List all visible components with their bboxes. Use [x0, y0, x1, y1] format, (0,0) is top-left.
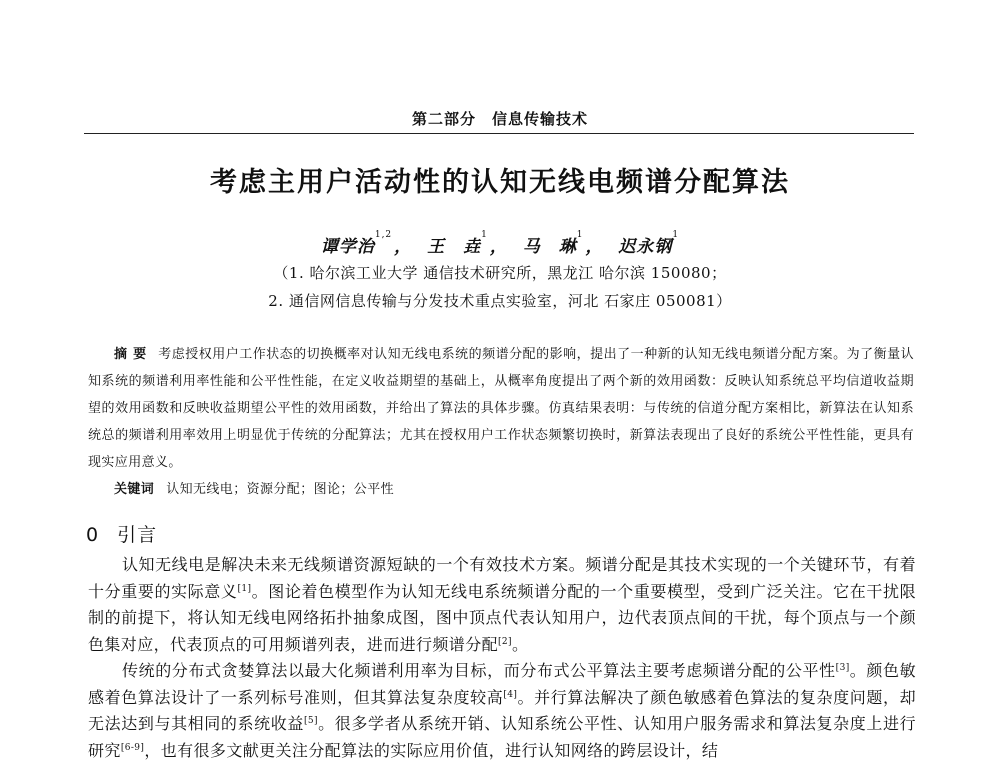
affiliation-line: （1. 哈尔滨工业大学 通信技术研究所，黑龙江 哈尔滨 150080；	[273, 264, 727, 282]
section-number: 0	[86, 524, 100, 546]
author-affil-mark: 1	[481, 230, 488, 240]
body-text	[88, 552, 916, 764]
paragraph	[88, 552, 916, 658]
author-affil-mark: 1	[576, 230, 584, 240]
paragraph-text: 。图论着色模型作为认知无线电系统频谱分配的一个重要模型，受到广泛关注。它在干扰限制的前提下，将认知无线电网络拓扑抽象成图，图中顶点代表认知用户，边代表顶点间的干扰，每个顶点与一个颜色集对应，代表顶点的可用频谱列表，进而进行频谱分配	[88, 581, 916, 654]
abstract-label: 摘要	[114, 347, 153, 362]
paper-title: 考虑主用户活动性的认知无线电频谱分配算法	[210, 167, 790, 198]
citation-mark: [3]	[835, 663, 850, 673]
section-title: 引言	[117, 524, 158, 546]
author-name: 谭学治	[320, 237, 375, 257]
citation-mark: [1]	[237, 583, 252, 594]
keywords-label: 关键词	[114, 482, 155, 497]
citation-mark: [2]	[498, 636, 512, 647]
affiliation-line: 2. 通信网信息传输与分发技术重点实验室，河北 石家庄 050081）	[268, 292, 732, 310]
citation-mark: [6-9]	[120, 742, 145, 753]
paragraph-text: 。颜色敏感着色算法设计了一系列标号准则，但其算法复杂度较高	[88, 661, 916, 707]
abstract	[88, 341, 914, 476]
paragraph	[88, 658, 916, 764]
paragraph-text: 传统的分布式贪婪算法以最大化频谱利用率为目标，而分布式公平算法主要考虑频谱分配的公平性	[122, 661, 836, 680]
paragraph-text: ，也有很多文献更关注分配算法的实际应用价值，进行认知网络的跨层设计，结	[144, 740, 719, 760]
author-name: 王 垚	[427, 237, 482, 257]
section-heading	[86, 520, 157, 547]
author-list	[0, 232, 1000, 257]
running-header: 第二部分 信息传输技术	[411, 110, 588, 128]
author-affil-mark: 1,2	[374, 230, 393, 240]
paragraph-text: 。	[511, 634, 529, 654]
paragraph-text: 认知无线电是解决未来无线频谱资源短缺的一个有效技术方案。频谱分配是其技术实现的一个关键环节，有着十分重要的实际意义	[88, 555, 916, 601]
keywords	[114, 478, 394, 497]
citation-mark: [5]	[303, 716, 318, 726]
keywords-text: 认知无线电；资源分配；图论；公平性	[166, 482, 395, 497]
paragraph-text: 。并行算法解决了颜色敏感着色算法的复杂度问题，却无法达到与其相同的系统收益	[88, 687, 916, 733]
author-separator: ，	[585, 237, 604, 257]
author-separator: ，	[489, 237, 508, 257]
abstract-text: 考虑授权用户工作状态的切换概率对认知无线电系统的频谱分配的影响，提出了一种新的认知无线电频谱分配方案。为了衡量认知系统的频谱利用率性能和公平性性能，在定义收益期望的基础上，从概率角度提出了两个新的效用函数：反映认知系统总平均信道收益期望的效用函数和反映收益期望公平性的效用函数，并给出了算法的具体步骤。仿真结果表明：与传统的信道分配方案相比，新算法在认知系统总的频谱利用率效用上明显优于传统的分配算法；尤其在授权用户工作状态频繁切换时，新算法表现出了良好的系统公平性性能，更具有现实应用意义。	[88, 347, 914, 470]
author-name: 马 琳	[522, 237, 577, 257]
header-rule	[84, 133, 914, 134]
paragraph-text: 。很多学者从系统开销、认知系统公平性、认知用户服务需求和算法复杂度上进行研究	[88, 714, 917, 760]
citation-mark: [4]	[503, 689, 518, 700]
author-affil-mark: 1	[672, 230, 680, 240]
author-separator: ，	[394, 237, 413, 257]
author-name: 迟永钢	[618, 237, 673, 257]
